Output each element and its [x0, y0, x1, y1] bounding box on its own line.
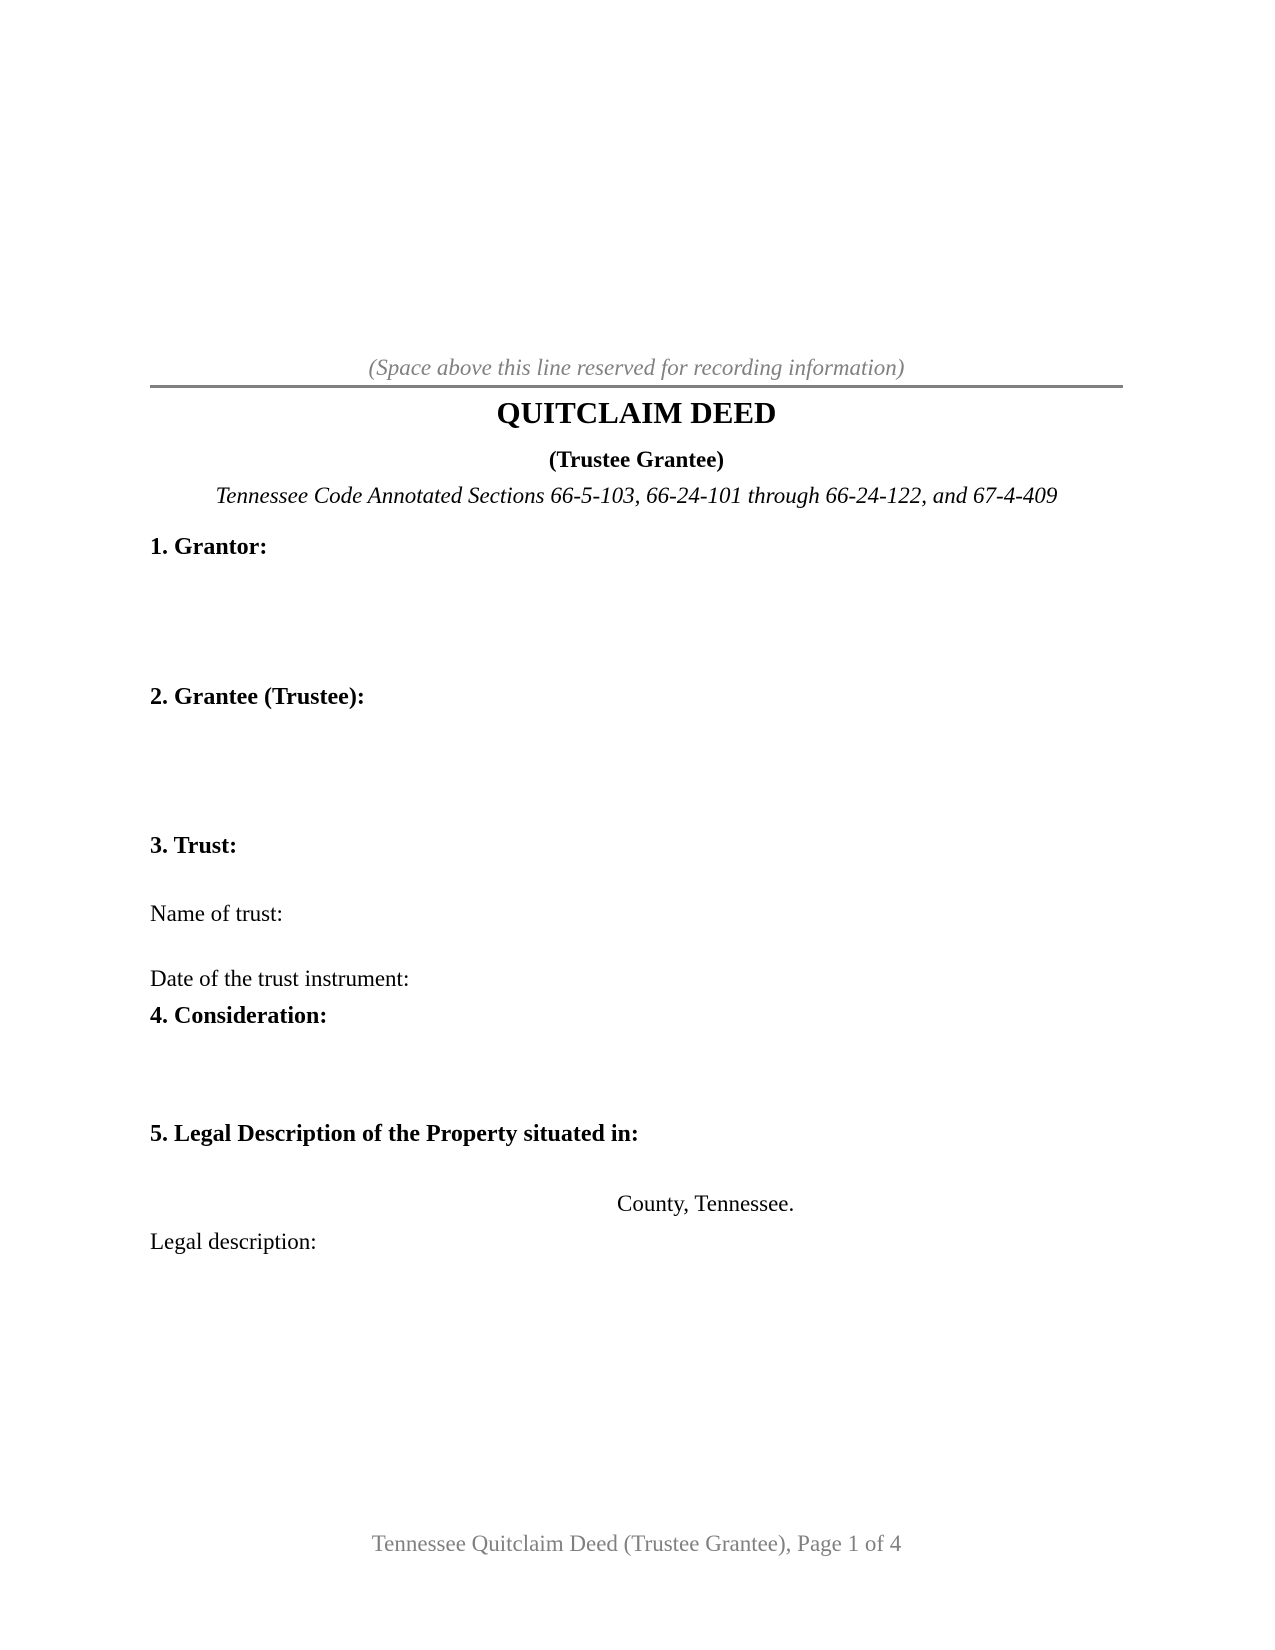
document-subtitle: (Trustee Grantee) [548, 447, 725, 472]
recording-space-note: (Space above this line reserved for recording information) [368, 355, 905, 380]
trust-date-label: Date of the trust instrument: [150, 966, 410, 991]
document-title: QUITCLAIM DEED [496, 395, 777, 430]
legal-description-label: Legal description: [150, 1229, 317, 1254]
trust-name-label: Name of trust: [150, 901, 283, 926]
trust-heading: 3. Trust: [150, 833, 238, 859]
statute-reference: Tennessee Code Annotated Sections 66-5-103, 66-24-101 through 66-24-122, and 67-4-409 [215, 483, 1058, 508]
consideration-heading: 4. Consideration: [150, 1003, 328, 1029]
grantor-heading: 1. Grantor: [150, 534, 268, 560]
legal-description-heading: 5. Legal Description of the Property situated in: [150, 1121, 639, 1147]
recording-divider-line [150, 385, 1123, 388]
grantee-heading: 2. Grantee (Trustee): [150, 684, 365, 710]
county-text: County, Tennessee. [617, 1191, 795, 1216]
page-footer: Tennessee Quitclaim Deed (Trustee Grantee), Page 1 of 4 [371, 1531, 902, 1556]
